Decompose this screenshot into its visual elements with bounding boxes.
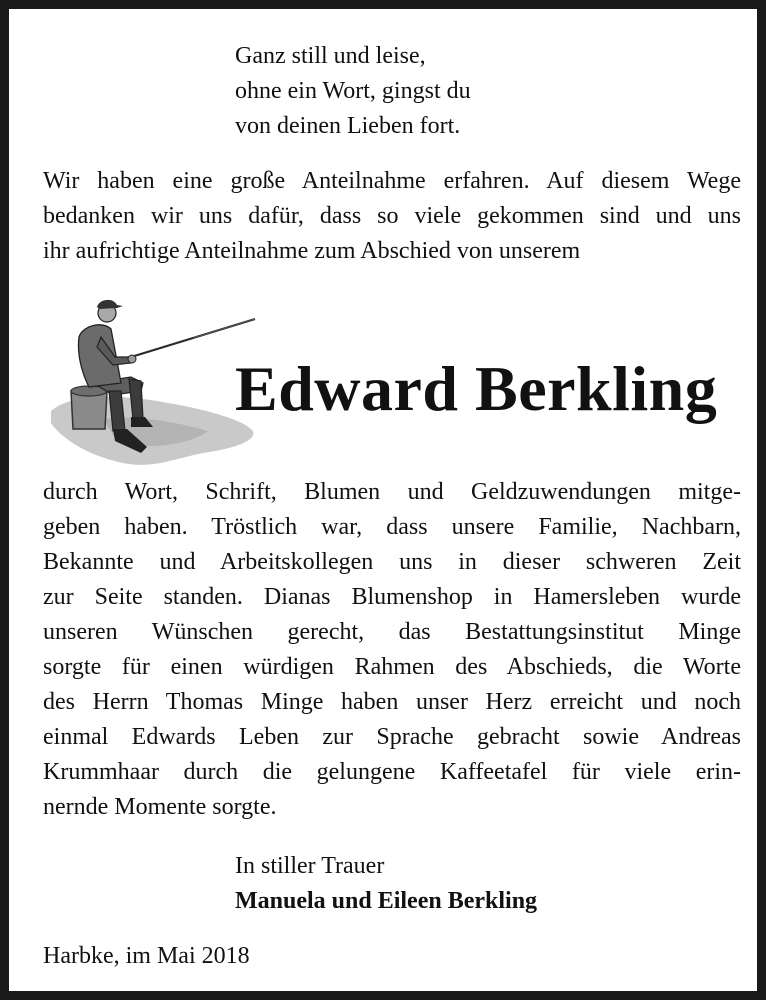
body-line: einmal Edwards Leben zur Sprache gebracht sowie Andreas	[43, 724, 741, 750]
body-line: geben haben. Tröstlich war, dass unsere Familie, Nachbarn,	[43, 514, 741, 540]
closing-phrase: In stiller Trauer	[235, 853, 385, 879]
fisherman-illustration	[43, 291, 263, 469]
poem-line: ohne ein Wort, gingst du	[235, 78, 471, 104]
body-line: unseren Wünschen gerecht, das Bestattungsinstitut Minge	[43, 619, 741, 645]
body-line: sorgte für einen würdigen Rahmen des Abschieds, die Worte	[43, 654, 741, 680]
intro-line: Wir haben eine große Anteilnahme erfahren. Auf diesem Wege	[43, 168, 741, 194]
poem	[235, 39, 471, 144]
body-line: Krummhaar durch die gelungene Kaffeetafel für viele erin-	[43, 759, 741, 785]
body-line: des Herrn Thomas Minge haben unser Herz erreicht und noch	[43, 689, 741, 715]
body-line: nernde Momente sorgte.	[43, 794, 277, 820]
deceased-name: Edward Berkling	[235, 353, 718, 424]
place-date: Harbke, im Mai 2018	[43, 943, 250, 969]
mourners-names: Manuela und Eileen Berkling	[235, 888, 538, 914]
signature-block	[235, 849, 537, 919]
body-line: Bekannte und Arbeitskollegen uns in dieser schweren Zeit	[43, 549, 741, 575]
poem-line: Ganz still und leise,	[235, 43, 426, 69]
intro-line: bedanken wir uns dafür, dass so viele gekommen sind und uns	[43, 203, 741, 229]
intro-paragraph	[43, 164, 741, 269]
body-paragraph	[43, 475, 741, 825]
body-line: zur Seite standen. Dianas Blumenshop in Hamersleben wurde	[43, 584, 741, 610]
poem-line: von deinen Lieben fort.	[235, 113, 461, 139]
intro-line: ihr aufrichtige Anteilnahme zum Abschied von unserem	[43, 238, 581, 264]
body-line: durch Wort, Schrift, Blumen und Geldzuwendungen mitge-	[43, 479, 741, 505]
